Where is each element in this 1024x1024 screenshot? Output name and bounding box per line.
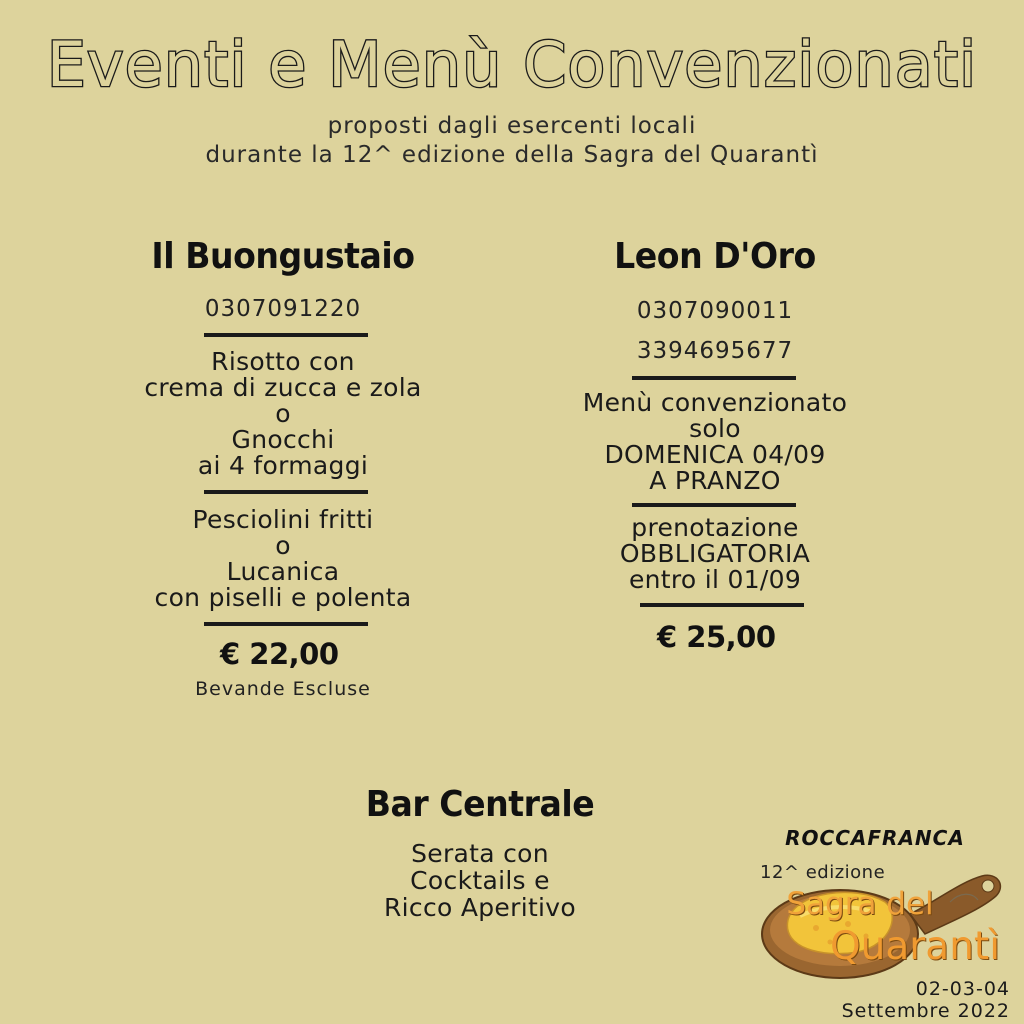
menu-line: Pesciolini fritti — [192, 505, 374, 534]
leon-doro-booking — [535, 515, 895, 593]
divider — [204, 622, 368, 626]
bar-line: Ricco Aperitivo — [384, 893, 576, 922]
leon-doro-phone-1: 0307090011 — [636, 298, 794, 324]
divider — [632, 376, 796, 380]
logo-quaranti-text: Quarantì — [829, 924, 1001, 969]
subtitle-line-1: proposti dagli esercenti locali — [327, 113, 697, 139]
offer-line: solo — [689, 414, 741, 443]
offer-line: A PRANZO — [649, 466, 781, 495]
subtitle-line-2: durante la 12^ edizione della Sagra del Quarantì — [205, 142, 819, 168]
offer-line: DOMENICA 04/09 — [604, 440, 826, 469]
logo-sagra-text: Sagra del — [786, 886, 934, 922]
menu-line: o — [275, 531, 291, 560]
leon-doro-phone-2: 3394695677 — [636, 338, 794, 364]
menu-line: ai 4 formaggi — [197, 451, 369, 480]
divider — [640, 603, 804, 607]
bar-centrale-name: Bar Centrale — [365, 784, 595, 825]
buongustaio-phone: 0307091220 — [204, 296, 362, 322]
buongustaio-price: € 22,00 — [220, 637, 339, 671]
menu-line: o — [275, 399, 291, 428]
logo-edition: 12^ edizione — [760, 862, 886, 883]
menu-line: Lucanica — [226, 557, 340, 586]
offer-line: Menù convenzionato — [582, 388, 848, 417]
leon-doro-offer — [535, 390, 895, 494]
booking-line: OBBLIGATORIA — [619, 539, 811, 568]
subtitle — [0, 112, 1024, 170]
page-title: Eventi e Menù Convenzionati — [46, 28, 978, 101]
logo-dates-days: 02-03-04 — [915, 978, 1010, 1000]
divider — [204, 490, 368, 494]
leon-doro-name: Leon D'Oro — [614, 236, 816, 277]
bar-centrale-description — [320, 840, 640, 921]
menu-line: Gnocchi — [231, 425, 335, 454]
bar-line: Serata con — [411, 839, 549, 868]
menu-line: crema di zucca e zola — [144, 373, 422, 402]
logo-town-name: ROCCAFRANCA — [785, 826, 965, 850]
booking-line: entro il 01/09 — [628, 565, 802, 594]
booking-line: prenotazione — [631, 513, 799, 542]
buongustaio-first-course — [98, 349, 468, 479]
buongustaio-second-course — [98, 507, 468, 611]
divider — [204, 333, 368, 337]
logo-dates — [820, 978, 1010, 1022]
logo-dates-month: Settembre 2022 — [841, 1000, 1010, 1022]
buongustaio-drinks-note: Bevande Escluse — [195, 678, 371, 700]
divider — [632, 503, 796, 507]
menu-line: con piselli e polenta — [154, 583, 412, 612]
leon-doro-price: € 25,00 — [657, 620, 776, 654]
menu-line: Risotto con — [211, 347, 355, 376]
buongustaio-name: Il Buongustaio — [151, 236, 415, 277]
bar-line: Cocktails e — [410, 866, 550, 895]
